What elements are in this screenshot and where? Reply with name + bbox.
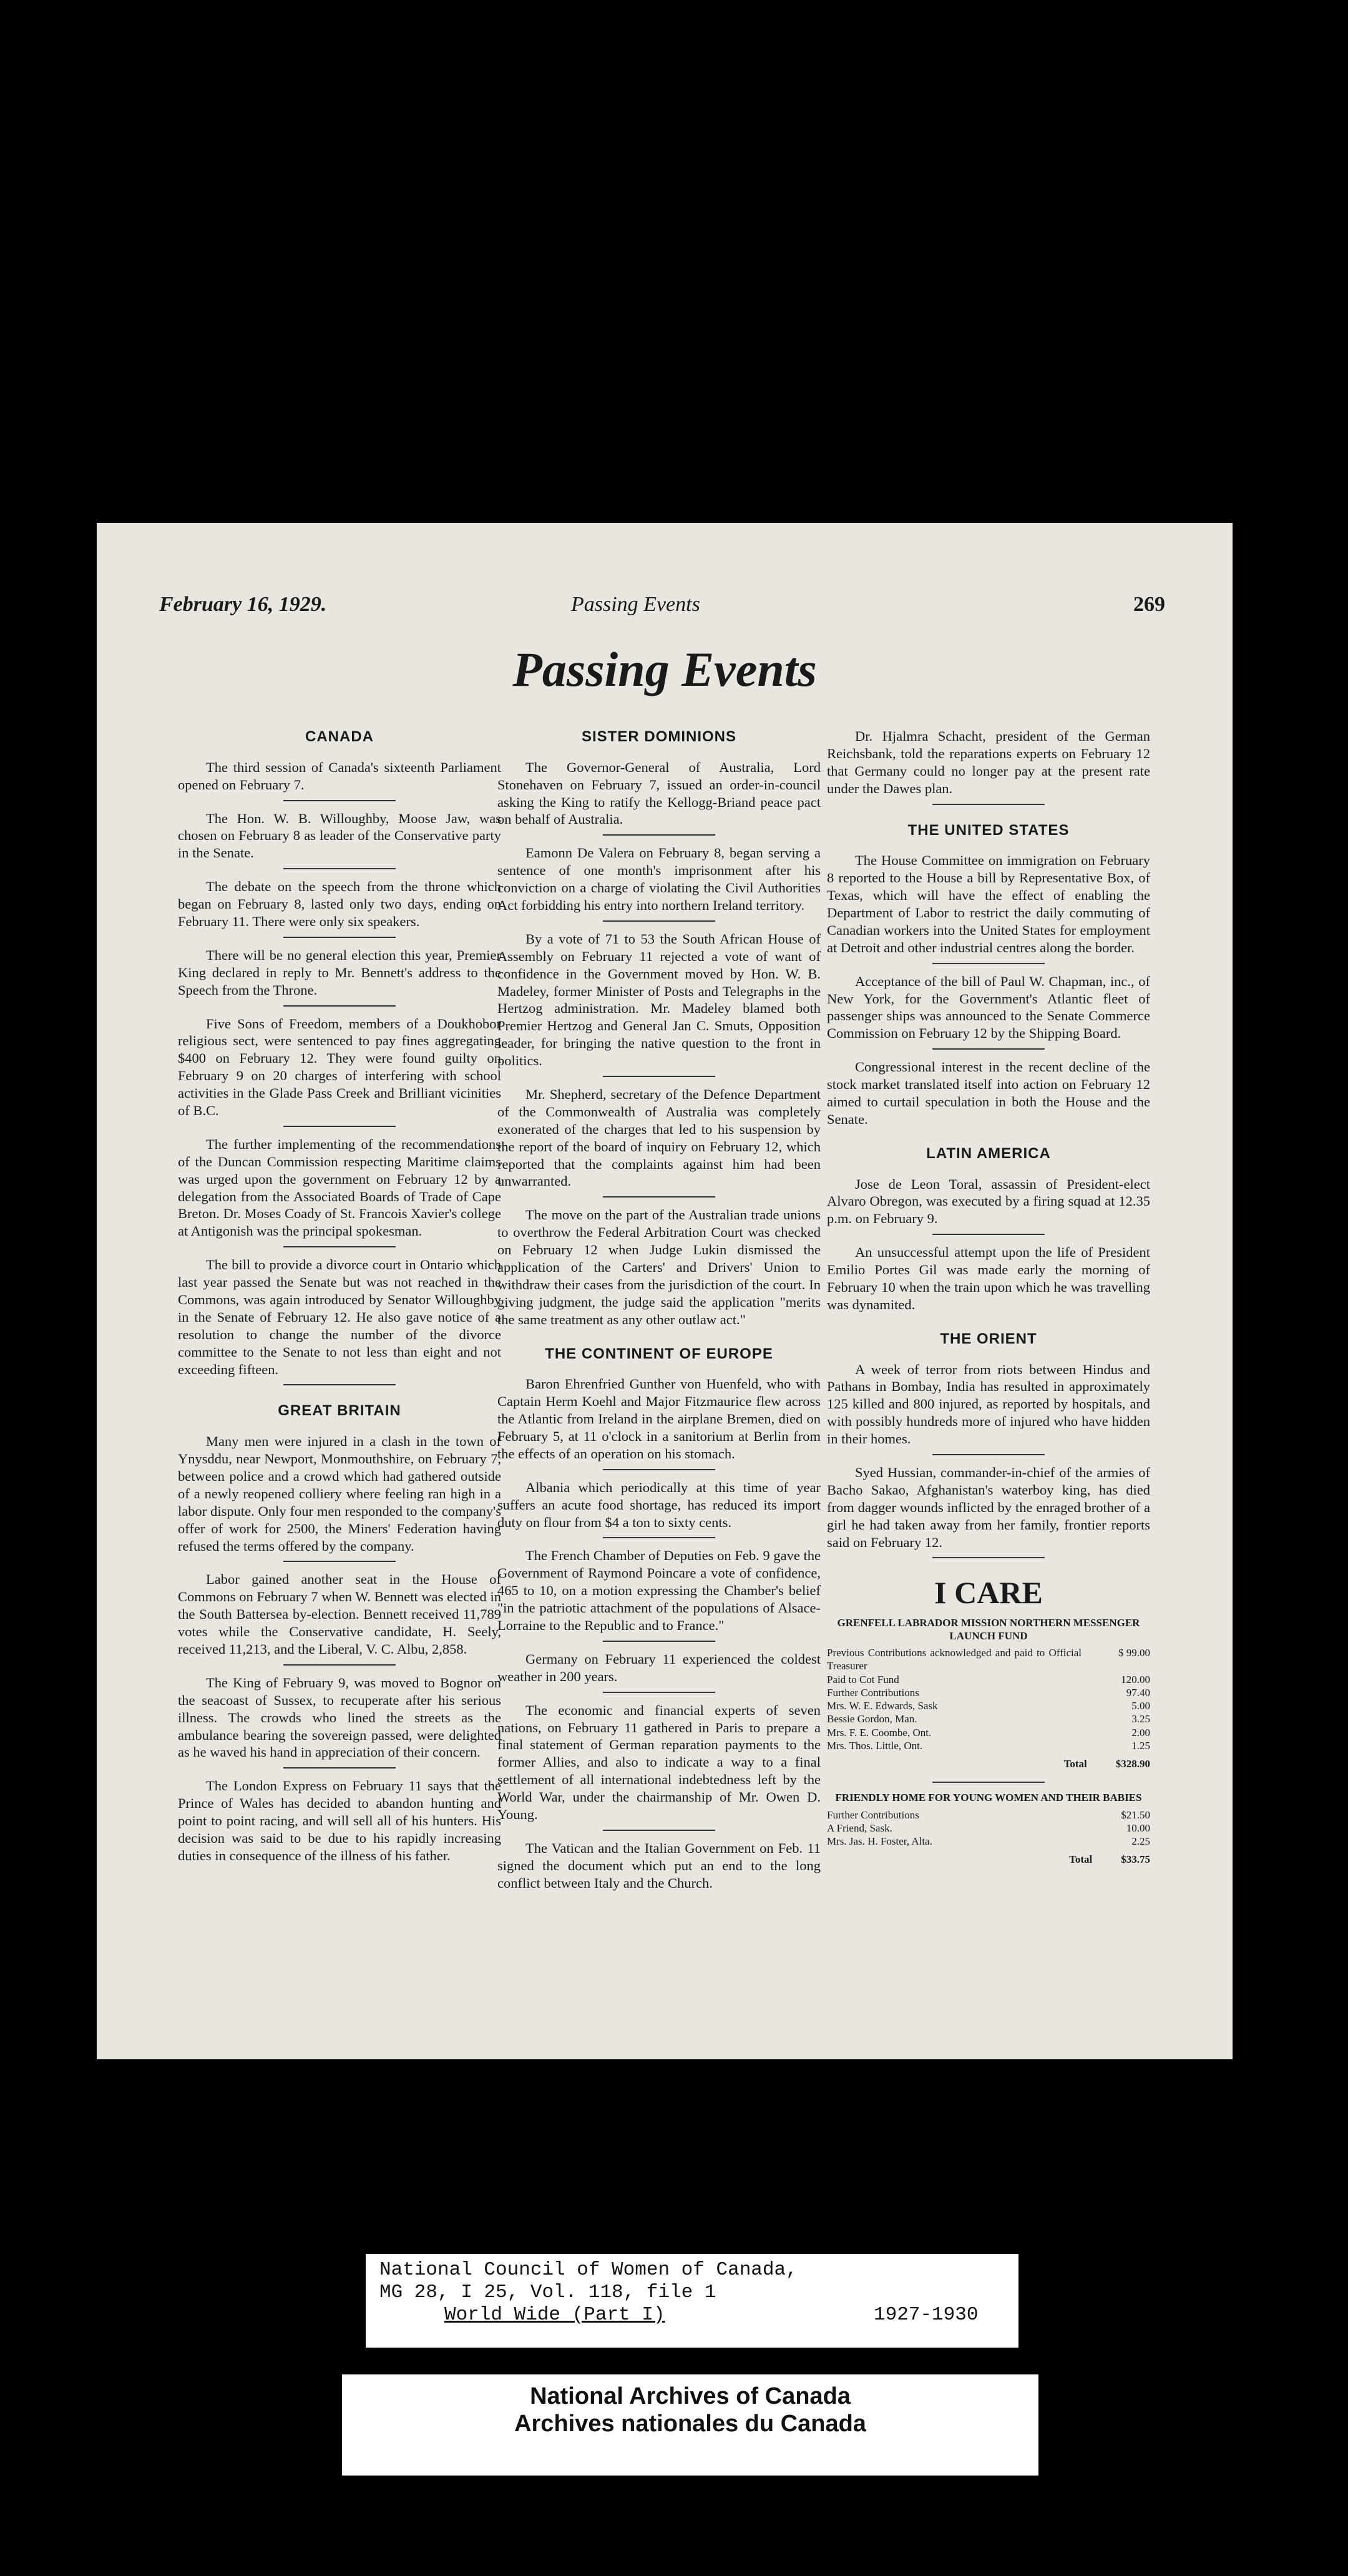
news-item: Congressional interest in the recent decline of the stock market translated itself into action on February 12 aimed to curtail speculation in both the House and the Senate.: [827, 1059, 1150, 1127]
column-middle: [497, 728, 821, 1892]
divider: [283, 1005, 396, 1007]
news-item: Dr. Hjalmra Schacht, president of the German Reichsbank, told the reparations experts on February 12 that Germany could no longer pay at the present rate under the Dawes plan.: [827, 728, 1150, 796]
ledger-amount: 97.40: [1126, 1686, 1150, 1699]
divider: [932, 1454, 1045, 1455]
divider: [932, 804, 1045, 805]
divider: [603, 1537, 715, 1538]
ledger-amount: $ 99.00: [1118, 1647, 1150, 1659]
ledger-name: Mrs. Jas. H. Foster, Alta.: [827, 1835, 932, 1848]
news-item: The King of February 9, was moved to Bognor on the seacoast of Sussex, to recuperate after his serious illness. The crowds who lined the streets as the ambulance bearing the sovereign passed, were delighted as he waved his hand in appreciation of their concern.: [178, 1674, 501, 1760]
news-item: The French Chamber of Deputies on Feb. 9 gave the Government of Raymond Poincare a vote of confidence, 465 to 10, on a motion expressing the Chamber's belief "in the patriotic attachment of the populations of Alsace-Lorraine to the Republic and to France.": [497, 1548, 821, 1634]
news-item: Germany on February 11 experienced the coldest weather in 200 years.: [497, 1651, 821, 1684]
news-item: Acceptance of the bill of Paul W. Chapman, inc., of New York, for the Government's Atlantic fleet of passenger ships was announced to the Senate Commerce Commission on February 12 by the Shipping Board.: [827, 973, 1150, 1042]
divider: [283, 800, 396, 801]
news-item: The economic and financial experts of seven nations, on February 11 gathered in Paris to prepare a final statement of German reparation payments to the former Allies, and also to indicate a way to a final settlement of all international indebtedness left by the World War, under the chairmanship of Mr. Owen D. Young.: [497, 1702, 821, 1823]
section-heading-sister-dominions: SISTER DOMINIONS: [581, 728, 737, 745]
ledger-row: [827, 1712, 1150, 1725]
icare-heading: I CARE: [934, 1575, 1043, 1611]
news-item: Jose de Leon Toral, assassin of President-elect Alvaro Obregon, was executed by a firing squad at 12.35 p.m. on February 9.: [827, 1176, 1150, 1227]
news-item: An unsuccessful attempt upon the life of President Emilio Portes Gil was made early the morning of February 10 when the train upon which he was travelling was dynamited.: [827, 1244, 1150, 1312]
fund-title: FRIENDLY HOME FOR YOUNG WOMEN AND THEIR BABIES: [835, 1792, 1142, 1804]
news-item: The third session of Canada's sixteenth Parliament opened on February 7.: [178, 759, 501, 793]
archive-label: [366, 2254, 1018, 2348]
news-item: Albania which periodically at this time of year suffers an acute food shortage, has reduced its import duty on flour from $4 a ton to sixty cents.: [497, 1479, 821, 1530]
ledger-row: [827, 1835, 1150, 1848]
ledger-amount: 1.25: [1131, 1739, 1150, 1752]
divider: [932, 1234, 1045, 1235]
ledger-row: [827, 1822, 1150, 1835]
column-left: [178, 728, 501, 1865]
page-number: 269: [1133, 593, 1165, 616]
issue-date: February 16, 1929.: [159, 593, 327, 616]
news-item: The bill to provide a divorce court in Ontario which last year passed the Senate but was not reached in the Commons, was again introduced by Senator Willoughby in the Senate of February 12. He also gave notice of a resolution to change the number of the divorce committee to the Senate to not less than eight and not exceeding fifteen.: [178, 1257, 501, 1377]
section-heading-latin-america: LATIN AMERICA: [926, 1144, 1051, 1162]
divider: [603, 1641, 715, 1642]
divider: [283, 1246, 396, 1247]
page-title: Passing Events: [512, 642, 817, 696]
news-item: The London Express on February 11 says that the Prince of Wales has decided to abandon hunting and point to point racing, and will sell all of his hunters. His decision was said to be due to his rapidly increasing duties in consequence of the illness of his father.: [178, 1778, 501, 1863]
ledger-name: Previous Contributions acknowledged and paid to Official Treasurer: [827, 1647, 1082, 1672]
divider: [283, 1561, 396, 1562]
section-heading-united-states: THE UNITED STATES: [907, 821, 1070, 839]
divider: [932, 1048, 1045, 1050]
divider: [603, 1469, 715, 1470]
news-item: The move on the part of the Australian trade unions to overthrow the Federal Arbitration Court was checked on February 12 when Judge Lukin dismissed the application of the Carters' and Drivers' Union to withdraw their cases from the jurisdiction of the court. In giving judgment, the judge said the application "merits the same treatment as any other outlaw act.": [497, 1207, 821, 1327]
ledger-name: Paid to Cot Fund: [827, 1673, 899, 1686]
news-item: The Hon. W. B. Willoughby, Moose Jaw, was chosen on February 8 as leader of the Conservative party in the Senate.: [178, 810, 501, 861]
section-heading-canada: CANADA: [305, 728, 374, 745]
news-item: A week of terror from riots between Hindus and Pathans in Bombay, India has resulted in approximately 125 killed and 800 injured, as reported by hospitals, and with possibly hundreds more of injured who have hidden in their homes.: [827, 1361, 1150, 1447]
fund-total: [827, 1757, 1150, 1770]
news-item: Labor gained another seat in the House of Commons on February 7 when W. Bennett was elected in the South Battersea by-election. Bennett received 11,789 votes while the Conservative candidate, H. Seely, received 11,213, and the Liberal, V. C. Albu, 2,858.: [178, 1571, 501, 1657]
running-title: Passing Events: [571, 593, 700, 616]
section-heading-orient: THE ORIENT: [940, 1330, 1037, 1347]
total-label: Total: [1063, 1758, 1087, 1770]
ledger-row: [827, 1646, 1150, 1673]
section-heading-great-britain: GREAT BRITAIN: [278, 1402, 401, 1420]
divider: [603, 1692, 715, 1693]
divider: [932, 1782, 1045, 1783]
ledger-amount: 3.25: [1131, 1713, 1150, 1725]
divider: [932, 963, 1045, 964]
fund-ledger: [827, 1808, 1150, 1848]
news-item: Five Sons of Freedom, members of a Doukhobor religious sect, were sentenced to pay fines aggregating $400 on February 12. They were found guilty on February 9 on 20 charges of interfering with school activities in the Glade Pass Creek and Brilliant vicinities of B.C.: [178, 1015, 501, 1118]
ledger-name: Mrs. Thos. Little, Ont.: [827, 1739, 923, 1752]
fund-total: [827, 1853, 1150, 1866]
ledger-name: Further Contributions: [827, 1808, 919, 1821]
total-amount: $33.75: [1121, 1853, 1150, 1866]
ledger-name: Mrs. F. E. Coombe, Ont.: [827, 1726, 932, 1739]
news-item: The debate on the speech from the throne which began on February 8, lasted only two days, ending on February 11. There were only six speakers.: [178, 879, 501, 929]
archives-stamp-line: National Archives of Canada: [530, 2383, 851, 2409]
ledger-amount: 5.00: [1131, 1700, 1150, 1712]
divider: [603, 1076, 715, 1077]
archive-label-line: World Wide (Part I): [444, 2304, 665, 2326]
archives-stamp-line: Archives nationales du Canada: [514, 2410, 866, 2437]
fund-title: GRENFELL LABRADOR MISSION NORTHERN MESSENGER LAUNCH FUND: [837, 1617, 1140, 1642]
ledger-amount: $21.50: [1121, 1808, 1150, 1821]
news-item: The House Committee on immigration on February 8 reported to the House a bill by Representative Box, of Texas, which will have the effect of enabling the Department of Labor to restrict the daily commuting of Canadian workers into the United States for employment at Detroit and other industrial centres along the border.: [827, 852, 1150, 955]
ledger-row: [827, 1699, 1150, 1712]
ledger-row: [827, 1739, 1150, 1752]
ledger-row: [827, 1686, 1150, 1699]
archive-label-years: 1927-1930: [874, 2304, 979, 2326]
divider: [603, 1830, 715, 1831]
section-heading-continent-of-europe: THE CONTINENT OF EUROPE: [545, 1345, 773, 1362]
divider: [283, 937, 396, 938]
newspaper-page: [97, 523, 1233, 2059]
ledger-name: Further Contributions: [827, 1686, 919, 1699]
news-item: The Vatican and the Italian Government on Feb. 11 signed the document which put an end to the long conflict between Italy and the Church.: [497, 1840, 821, 1891]
divider: [603, 1196, 715, 1198]
archives-stamp: [342, 2374, 1038, 2476]
ledger-amount: 120.00: [1121, 1673, 1150, 1686]
ledger-amount: 10.00: [1126, 1822, 1150, 1834]
divider: [932, 1557, 1045, 1558]
ledger-name: Bessie Gordon, Man.: [827, 1713, 917, 1725]
ledger-name: Mrs. W. E. Edwards, Sask: [827, 1700, 938, 1712]
ledger-amount: 2.25: [1131, 1835, 1150, 1848]
news-item: The further implementing of the recommendations of the Duncan Commission respecting Maritime claims was urged upon the government on February 12 by a delegation from the Associated Boards of Trade of Cape Breton. Dr. Moses Coady of St. Francois Xavier's college at Antigonish was the principal spokesman.: [178, 1136, 501, 1239]
fund-ledger: [827, 1646, 1150, 1752]
divider: [603, 920, 715, 922]
news-item: There will be no general election this year, Premier King declared in reply to Mr. Bennett's address to the Speech from the Throne.: [178, 947, 501, 998]
news-item: The Governor-General of Australia, Lord Stonehaven on February 7, issued an order-in-council asking the King to ratify the Kellogg-Briand peace pact on behalf of Australia.: [497, 759, 821, 827]
column-right: [827, 728, 1150, 1878]
archive-label-line: National Council of Women of Canada,: [379, 2259, 798, 2281]
news-item: By a vote of 71 to 53 the South African House of Assembly on February 11 rejected a vote of want of confidence in the Government moved by Hon. W. B. Madeley, former Minister of Posts and Telegraphs in the Hertzog administration. Mr. Madeley blamed both Premier Hertzog and General Jan C. Smuts, Opposition leader, for bringing the native question to the front in politics.: [497, 930, 821, 1069]
news-item: Baron Ehrenfried Gunther von Huenfeld, who with Captain Herm Koehl and Major Fitzmaurice flew across the Atlantic from Ireland in the airplane Bremen, died on February 5, at 11 o'clock in a sanitorium at Berlin from the effects of an operation on his stomach.: [497, 1376, 821, 1461]
ledger-row: [827, 1673, 1150, 1686]
news-item: Eamonn De Valera on February 8, began serving a sentence of one month's imprisonment after his conviction on a charge of violating the Civil Authorities Act forbidding his entry into northern Ireland territory.: [497, 845, 821, 913]
total-label: Total: [1069, 1853, 1093, 1866]
news-item: Mr. Shepherd, secretary of the Defence Department of the Commonwealth of Australia was completely exonerated of the charges that led to his suspension by the report of the board of inquiry on February 12, which reported that the complaints against him had been unwarranted.: [497, 1086, 821, 1189]
divider: [283, 1126, 396, 1127]
archive-label-line: MG 28, I 25, Vol. 118, file 1: [379, 2281, 716, 2303]
divider: [283, 1664, 396, 1666]
ledger-row: [827, 1808, 1150, 1822]
ledger-name: A Friend, Sask.: [827, 1822, 892, 1834]
news-item: Many men were injured in a clash in the town of Ynysddu, near Newport, Monmouthshire, on February 7, between police and a crowd which had gathered outside of a newly reopened colliery where feeling ran high in a labor dispute. Only four men responded to the company's offer of work for 2500, the Miners' Federation having refused the terms offered by the company.: [178, 1433, 501, 1554]
divider: [283, 1384, 396, 1385]
divider: [603, 834, 715, 836]
news-item: Syed Hussian, commander-in-chief of the armies of Bacho Sakao, Afghanistan's waterboy king, has died from dagger wounds inflicted by the enraged brother of a girl he had taken away from her family, frontier reports said on February 12.: [827, 1464, 1150, 1550]
divider: [283, 1767, 396, 1769]
divider: [283, 868, 396, 869]
ledger-row: [827, 1726, 1150, 1739]
total-amount: $328.90: [1115, 1758, 1150, 1770]
ledger-amount: 2.00: [1131, 1726, 1150, 1739]
